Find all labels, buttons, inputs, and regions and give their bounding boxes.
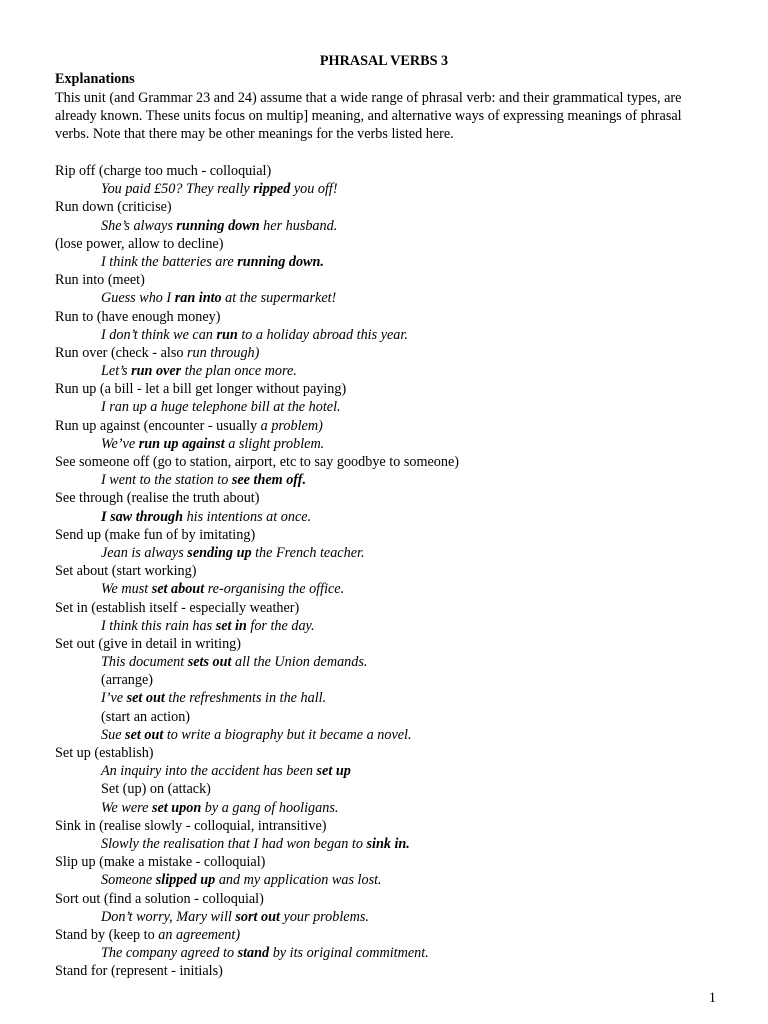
emphasised-phrase: set upon: [151, 799, 202, 816]
example-sentence: [55, 435, 735, 453]
document-title: PHRASAL VERBS 3: [319, 53, 449, 69]
text-run: See someone off (go to station, airport, etc to say goodbye to someone): [55, 454, 459, 470]
emphasised-phrase: set up: [316, 763, 351, 780]
text-run: Send up (make fun of by imitating): [55, 526, 256, 543]
text-run: by a gang of hooligans.: [201, 799, 339, 816]
text-run: run through): [186, 344, 260, 361]
verb-definition: [55, 162, 735, 180]
text-run: Sue: [101, 726, 126, 743]
verb-definition: [55, 308, 735, 326]
text-run: Sink in (realise slowly - colloquial, intransitive): [55, 817, 327, 834]
verb-definition: [55, 489, 735, 507]
sub-definition: [55, 708, 735, 726]
text-run: (arrange): [101, 672, 153, 689]
text-run: for the day.: [246, 617, 315, 634]
text-run: her husband.: [259, 217, 338, 234]
verb-definition: [55, 962, 735, 980]
text-run: Set about (start working): [55, 563, 197, 580]
text-run: his intentions at once.: [183, 508, 312, 525]
emphasised-phrase: running down: [176, 217, 260, 234]
text-run: See through (realise the truth about): [55, 490, 260, 507]
page-number: 1: [708, 990, 716, 1006]
phrasal-verb-list: [55, 162, 735, 980]
verb-definition: [55, 417, 735, 435]
text-run: your problems.: [279, 908, 369, 925]
text-run: Someone: [101, 872, 156, 889]
example-sentence: [55, 835, 735, 853]
verb-definition: [55, 599, 735, 617]
emphasised-phrase: run up against: [138, 435, 225, 452]
example-sentence: [55, 799, 735, 817]
text-run: to write a biography but it became a novel.: [163, 726, 412, 743]
text-run: to a holiday abroad this year.: [237, 326, 408, 343]
text-run: Run over (check - also: [55, 344, 187, 361]
verb-definition: [55, 926, 735, 944]
emphasised-phrase: running down.: [237, 253, 324, 270]
example-sentence: [55, 689, 735, 707]
text-run: by its original commitment.: [269, 945, 429, 962]
text-run: Stand by (keep to: [55, 926, 159, 943]
emphasised-phrase: ran into: [174, 290, 222, 307]
example-sentence: [55, 471, 735, 489]
text-run: Guess who I: [101, 290, 175, 307]
verb-definition: [55, 817, 735, 835]
verb-definition: [55, 344, 735, 362]
verb-definition: [55, 380, 735, 398]
text-run: We were: [101, 799, 152, 816]
text-run: Rip off (charge too much - colloquial): [55, 163, 272, 179]
text-run: Jean is always: [101, 544, 188, 561]
text-run: Run to (have enough money): [55, 308, 221, 325]
emphasised-phrase: I saw through: [101, 508, 184, 525]
emphasised-phrase: set in: [215, 617, 247, 634]
text-run: (start an action): [101, 708, 191, 725]
verb-definition: [55, 526, 735, 544]
emphasised-phrase: ripped: [253, 181, 291, 198]
text-run: a problem): [260, 417, 323, 434]
text-run: You paid £50? They really: [101, 181, 254, 198]
example-sentence: [55, 908, 735, 926]
example-sentence: [55, 326, 735, 344]
example-sentence: [55, 544, 735, 562]
text-run: Sort out (find a solution - colloquial): [55, 890, 264, 907]
text-run: a slight problem.: [224, 435, 325, 452]
text-run: at the supermarket!: [221, 290, 337, 307]
text-run: I don’t think we can: [101, 326, 217, 343]
text-run: I think this rain has: [101, 617, 216, 634]
text-run: I’ve: [101, 690, 127, 707]
verb-definition: [55, 198, 735, 216]
emphasised-phrase: slipped up: [155, 872, 216, 889]
sub-definition: [55, 671, 735, 689]
text-run: I went to the station to: [101, 472, 232, 489]
text-run: Run down (criticise): [55, 199, 172, 216]
text-run: An inquiry into the accident has been: [101, 763, 317, 780]
example-sentence: [55, 398, 735, 416]
emphasised-phrase: run over: [131, 363, 182, 380]
example-sentence: [55, 871, 735, 889]
text-run: Run up (a bill - let a bill get longer without paying): [55, 381, 347, 398]
example-sentence: [55, 362, 735, 380]
section-heading: Explanations: [55, 71, 135, 87]
text-run: Let’s: [101, 363, 132, 380]
text-run: the refreshments in the hall.: [164, 690, 327, 707]
verb-definition: [55, 744, 735, 762]
text-run: We must: [101, 581, 152, 598]
example-sentence: [55, 944, 735, 962]
emphasised-phrase: stand: [237, 945, 270, 962]
emphasised-phrase: sets out: [187, 654, 232, 671]
text-run: The company agreed to: [101, 945, 238, 962]
text-run: I think the batteries are: [101, 253, 238, 270]
text-run: Stand for (represent - initials): [55, 963, 223, 980]
example-sentence: [55, 580, 735, 598]
emphasised-phrase: set about: [151, 581, 205, 598]
verb-definition: [55, 635, 735, 653]
text-run: Slip up (make a mistake - colloquial): [55, 854, 266, 871]
intro-paragraph: This unit (and Grammar 23 and 24) assume that a wide range of phrasal verb: and their grammatical types, are already known. These units focus on multip] meaning, and alternative ways of expressing meanings of phrasal verbs. Note that there may be other meanings for the verbs listed here.: [55, 90, 682, 143]
emphasised-phrase: sort out: [235, 908, 280, 925]
emphasised-phrase: set out: [125, 726, 164, 743]
example-sentence: [55, 508, 735, 526]
emphasised-phrase: sink in.: [366, 835, 410, 852]
verb-definition: [55, 562, 735, 580]
text-run: Run into (meet): [55, 272, 145, 289]
text-run: Set out (give in detail in writing): [55, 635, 241, 652]
text-run: (lose power, allow to decline): [55, 235, 224, 252]
text-run: and my application was lost.: [215, 872, 382, 889]
verb-definition: [55, 890, 735, 908]
text-run: Set in (establish itself - especially weather): [55, 599, 300, 616]
example-sentence: [55, 617, 735, 635]
text-run: re-organising the office.: [204, 581, 345, 598]
text-run: Set up (establish): [55, 745, 154, 761]
verb-definition: [55, 235, 735, 253]
text-run: Don’t worry, Mary will: [101, 908, 236, 925]
example-sentence: [55, 289, 735, 307]
example-sentence: [55, 726, 735, 744]
text-run: We’ve: [101, 435, 139, 452]
emphasised-phrase: run: [216, 326, 238, 343]
text-run: Set (up) on (attack): [101, 781, 211, 798]
verb-definition: [55, 271, 735, 289]
example-sentence: [55, 180, 735, 198]
example-sentence: [55, 762, 735, 780]
text-run: She’s always: [101, 217, 177, 234]
text-run: Run up against (encounter - usually: [55, 417, 261, 434]
example-sentence: [55, 253, 735, 271]
emphasised-phrase: set out: [126, 690, 165, 707]
text-run: Slowly the realisation that I had won began to: [101, 835, 367, 852]
verb-definition: [55, 453, 735, 471]
example-sentence: [55, 217, 735, 235]
emphasised-phrase: sending up: [187, 544, 252, 561]
verb-definition: [55, 853, 735, 871]
text-run: the French teacher.: [251, 544, 365, 561]
emphasised-phrase: see them off.: [231, 472, 307, 489]
text-run: all the Union demands.: [231, 654, 368, 671]
example-sentence: [55, 653, 735, 671]
text-run: the plan once more.: [181, 363, 297, 380]
sub-definition: [55, 780, 735, 798]
text-run: an agreement): [158, 926, 241, 943]
text-run: I ran up a huge telephone bill at the hotel.: [101, 399, 341, 416]
text-run: This document: [101, 654, 188, 671]
text-run: you off!: [290, 181, 338, 198]
